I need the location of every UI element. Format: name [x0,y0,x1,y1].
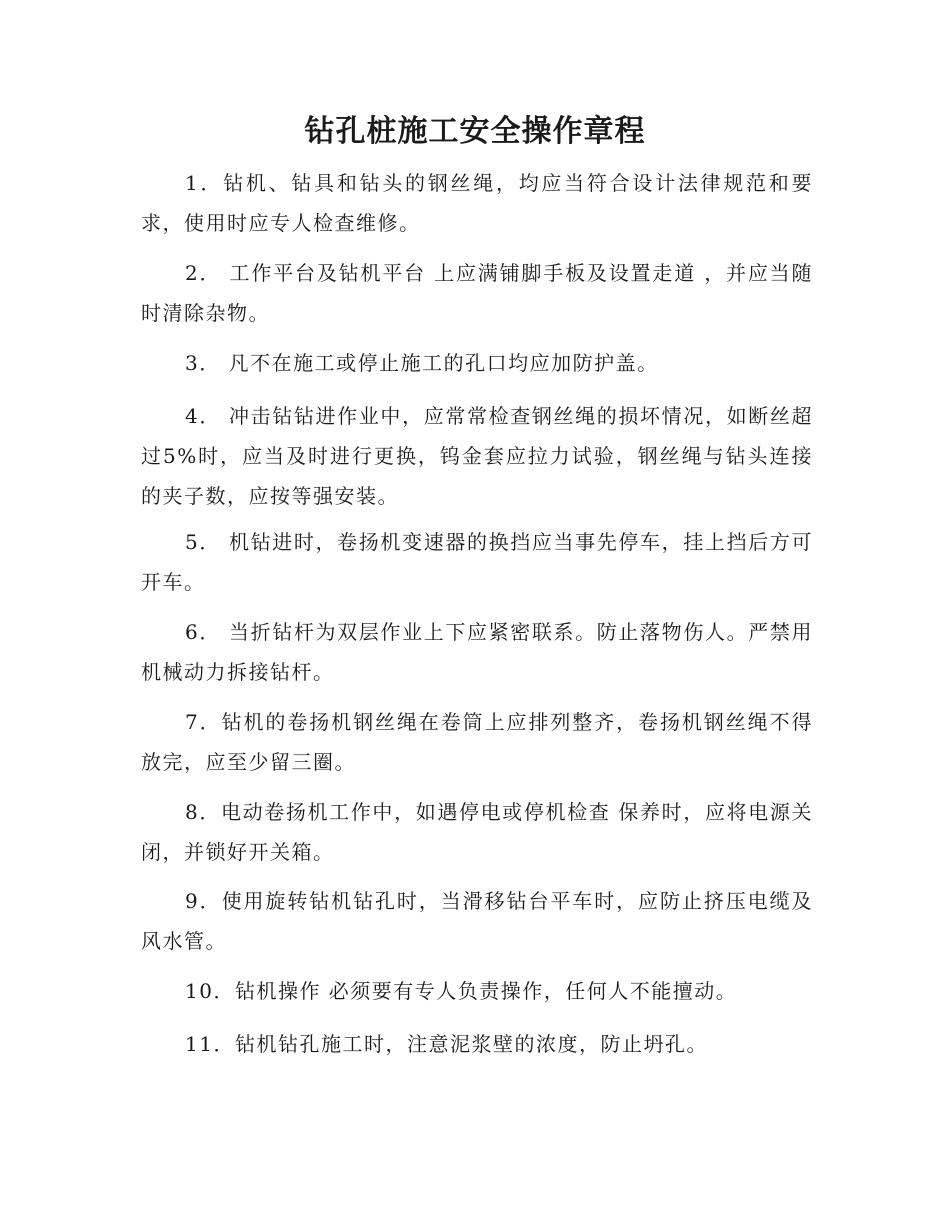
rule-item-9: 9．使用旋转钻机钻孔时，当滑移钻台平车时，应防止挤压电缆及风水管。 [141,889,813,953]
rule-item-8: 8．电动卷扬机工作中，如遇停电或停机检查 保养时，应将电源关闭，并锁好开关箱。 [141,800,813,864]
rule-item-2: 2． 工作平台及钻机平台 上应满铺脚手板及设置走道 ，并应当随时清除杂物。 [141,261,813,325]
rule-item-7: 7．钻机的卷扬机钢丝绳在卷筒上应排列整齐，卷扬机钢丝绳不得放完，应至少留三圈。 [141,710,813,774]
rule-item-3: 3． 凡不在施工或停止施工的孔口均应加防护盖。 [185,351,659,375]
rule-item-5: 5． 机钻进时，卷扬机变速器的换挡应当事先停车，挂上挡后方可开车。 [141,530,813,594]
rule-item-11: 11．钻机钻孔施工时，注意泥浆壁的浓度，防止坍孔。 [185,1032,708,1056]
rule-item-4: 4． 冲击钻钻进作业中，应常常检查钢丝绳的损坏情况，如断丝超过5%时，应当及时进行更换，钨金套应拉力试验，钢丝绳与钻头连接的夹子数，应按等强安装。 [141,404,813,508]
document-title: 钻孔桩施工安全操作章程 [304,114,646,149]
rule-item-10: 10．钻机操作 必须要有专人负责操作，任何人不能擅动。 [185,979,738,1003]
rule-item-1: 1．钻机、钻具和钻头的钢丝绳，均应当符合设计法律规范和要求，使用时应专人检查维修。 [141,171,813,235]
rule-item-6: 6． 当折钻杆为双层作业上下应紧密联系。防止落物伤人。严禁用机械动力拆接钻杆。 [141,620,813,684]
